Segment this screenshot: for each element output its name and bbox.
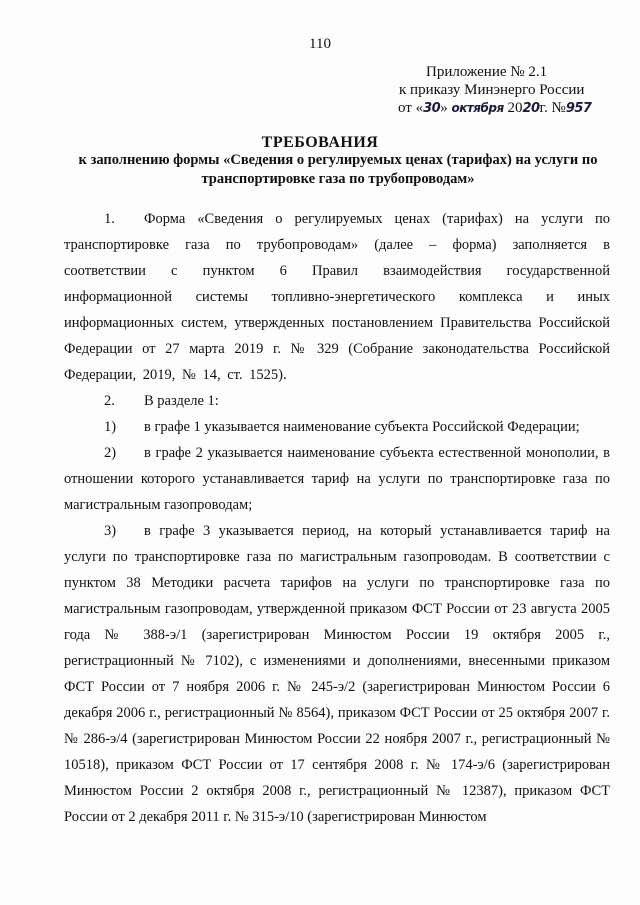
list-item-text: в графе 2 указывается наименование субъекта естественной монополии, в отношении которого устанавливается тариф на услуги по транспортировке газа по магистральным газопроводам; [64,445,610,513]
document-subtitle: к заполнению формы «Сведения о регулируемых ценах (тарифах) на услуги по транспортировке газа по трубопроводам» [78,152,598,187]
handwritten-year: 20 [522,101,540,116]
appendix-order-date [398,99,618,118]
paragraph-number: 2. [104,393,115,409]
appendix-order-reference: к приказу Минэнерго России [399,82,585,98]
appendix-header [398,63,618,118]
date-separator: » [440,100,448,116]
document-title: ТРЕБОВАНИЯ [261,134,379,151]
appendix-title: Приложение № 2.1 [426,64,548,80]
handwritten-day: 30 [423,101,441,116]
document-body [64,206,610,830]
list-item-number: 3) [104,523,117,539]
list-item-text: в графе 3 указывается период, на который устанавливается тариф на услуги по транспортировке газа по магистральным газопроводам. В соответствии с пунктом 38 Методики расчета тарифов на услуги по транспортировке газа по магистральным газопроводам, утвержденной приказом ФСТ России от 23 августа 2005 года № 388-э/1 (зарегистрирован Минюстом России 19 октября 2005 г., регистрационный № 7102), с изменениями и дополнениями, внесенными приказом ФСТ России от 7 ноября 2006 г. № 245-э/2 (зарегистрирован Минюстом России 6 декабря 2006 г., регистрационный № 8564), приказом ФСТ России от 25 октября 2007 г. № 286-э/4 (зарегистрирован Минюстом России 22 ноября 2007 г., регистрационный № 10518), приказом ФСТ России от 17 сентября 2008 г. № 174-э/6 (зарегистрирован Минюстом России 2 октября 2008 г., регистрационный № 12387), приказом ФСТ России от 2 декабря 2011 г. № 315-э/10 (зарегистрирован Минюстом [64,523,610,825]
list-item-number: 2) [104,445,117,461]
year-prefix: 20 [507,100,523,116]
list-item-1 [64,414,610,440]
list-item-2 [64,440,610,518]
handwritten-month: октября [451,101,504,115]
date-prefix: от « [398,100,424,116]
paragraph-text: В разделе 1: [144,393,219,409]
paragraph-text: Форма «Сведения о регулируемых ценах (тарифах) на услуги по транспортировке газа по трубопроводам» (далее – форма) заполняется в соответствии с пунктом 6 Правил взаимодействия государственной информационной системы топливно-энергетического комплекса и иных информационных систем, утвержденных постановлением Правительства Российской Федерации от 27 марта 2019 г. № 329 (Собрание законодательства Российской Федерации, 2019, № 14, ст. 1525). [64,211,610,383]
page-number: 110 [309,36,331,52]
paragraph-2 [64,388,610,414]
number-label: г. № [539,100,566,116]
paragraph-number: 1. [104,211,115,227]
list-item-text: в графе 1 указывается наименование субъекта Российской Федерации; [144,419,580,435]
paragraph-1 [64,206,610,388]
list-item-3 [64,518,610,830]
handwritten-order-number: 957 [565,101,592,116]
list-item-number: 1) [104,419,117,435]
